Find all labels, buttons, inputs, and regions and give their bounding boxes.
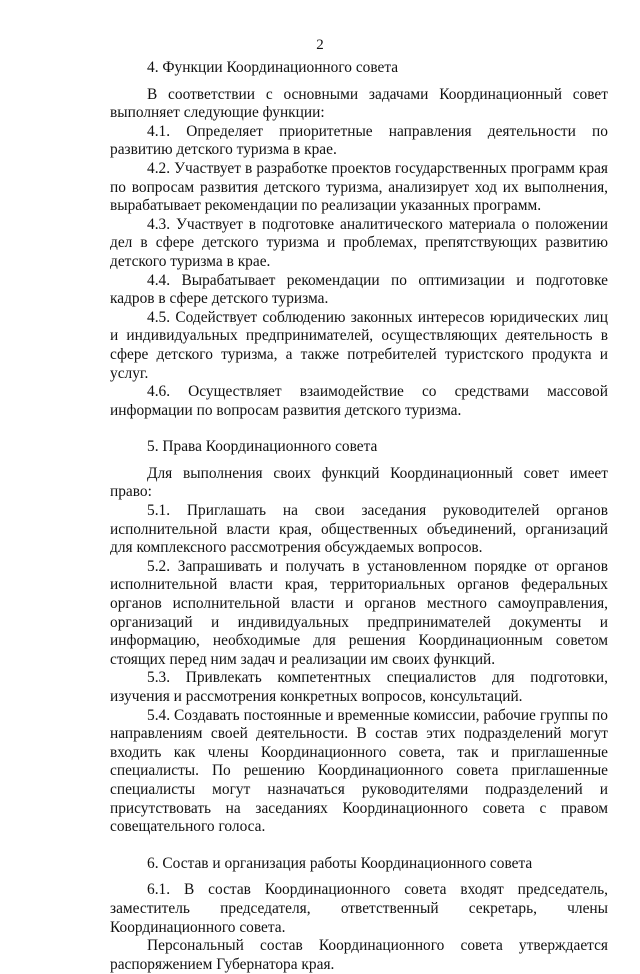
paragraph: 6.1. В состав Координационного совета входят председатель, заместитель председателя, ответственный секретарь, члены Координационного совета. xyxy=(110,881,608,936)
section-4-functions xyxy=(110,59,608,420)
paragraph: 5.4. Создавать постоянные и временные комиссии, рабочие группы по направлениям своей деятельности. В состав этих подразделений могут входить как члены Координационного совета, так и приглашенные специалисты. По решению Координационного совета приглашенные специалисты могут назначаться руководителями подразделений и присутствовать на заседаниях Координационного совета с правом совещательного голоса. xyxy=(110,706,608,836)
section-5-rights xyxy=(110,438,608,836)
document-body xyxy=(110,59,608,974)
paragraph: 4.1. Определяет приоритетные направления деятельности по развитию детского туризма в крае. xyxy=(110,122,608,159)
section-heading: 5. Права Координационного совета xyxy=(147,438,378,456)
section-heading: 6. Состав и организация работы Координационного совета xyxy=(147,854,533,872)
section-heading: 4. Функции Координационного совета xyxy=(147,59,399,76)
paragraph: Персональный состав Координационного совета утверждается распоряжением Губернатора края. xyxy=(110,937,608,973)
paragraph: 4.3. Участвует в подготовке аналитического материала о положении дел в сфере детского туризма и проблемах, препятствующих развитию детского туризма в крае. xyxy=(110,215,608,270)
paragraph: 5.1. Приглашать на свои заседания руководителей органов исполнительной власти края, общественных объединений, организаций для комплексного рассмотрения обсуждаемых вопросов. xyxy=(110,502,608,557)
paragraph: 4.5. Содействует соблюдению законных интересов юридических лиц и индивидуальных предпринимателей, осуществляющих деятельность в сфере детского туризма, а также потребителей туристского продукта и услуг. xyxy=(110,308,608,382)
paragraph: 4.4. Вырабатывает рекомендации по оптимизации и подготовке кадров в сфере детского туризма. xyxy=(110,271,608,308)
paragraph: 5.3. Привлекать компетентных специалистов для подготовки, изучения и рассмотрения конкретных вопросов, консультаций. xyxy=(110,669,608,705)
paragraph: 5.2. Запрашивать и получать в установленном порядке от органов исполнительной власти края, территориальных органов федеральных органов исполнительной власти и органов местного самоуправления, организаций и индивидуальных предпринимателей документы и информацию, необходимые для решения Координационным советом стоящих перед ним задач и реализации им своих функций. xyxy=(110,557,608,668)
paragraph: Для выполнения своих функций Координационный совет имеет право: xyxy=(110,464,608,501)
paragraph: 4.6. Осуществляет взаимодействие со средствами массовой информации по вопросам развития детского туризма. xyxy=(110,383,608,419)
paragraph: В соответствии с основными задачами Координационный совет выполняет следующие функции: xyxy=(110,85,608,122)
paragraph: 4.2. Участвует в разработке проектов государственных программ края по вопросам развития детского туризма, анализирует ход их выполнения, вырабатывает рекомендации по реализации указанных программ. xyxy=(110,159,608,215)
page-number: 2 xyxy=(316,37,324,53)
section-6-composition xyxy=(110,855,608,974)
